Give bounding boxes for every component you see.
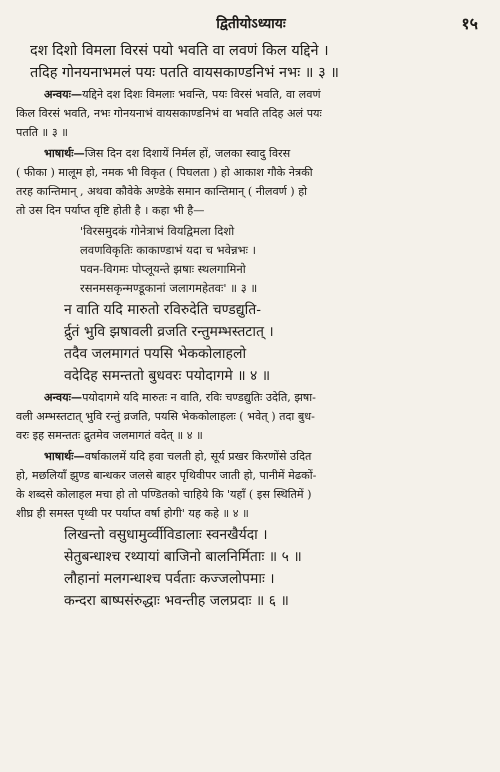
bhasharth-text: तरह कान्तिमान् , अथवा कौवेके अण्डेके समान कान्तिमान् ( नीलवर्ण ) हो bbox=[16, 185, 308, 198]
bhasharth-text: वर्षाकालमें यदि हवा चलती हो, सूर्य प्रखर किरणोंसे उदित bbox=[84, 450, 312, 463]
quoted-verse bbox=[16, 222, 486, 298]
quote-line: पवन-विगमः पोप्लूयन्ते झषाः स्थलगामिनो bbox=[80, 262, 246, 276]
verse-line: कन्दरा बाष्पसंरुद्धाः भवन्तीह जलप्रदाः ॥ ६ ॥ bbox=[64, 593, 289, 609]
anvaya-text: यद्दिने दश दिशः विमलाः भवन्ति, पयः विरसं भवति, वा लवणं bbox=[82, 88, 321, 101]
verse-5-6 bbox=[16, 524, 486, 612]
anvaya-label: अन्वयः— bbox=[44, 390, 83, 404]
quote-line: 'विरसमुदकं गोनेत्राभं वियद्विमला दिशो bbox=[80, 224, 235, 238]
verse-line: दश दिशो विमला विरसं पयो भवति वा लवणं किल यद्दिने । bbox=[30, 43, 329, 59]
chapter-title: द्वितीयोऽध्यायः bbox=[216, 16, 286, 32]
bhasharth-text: तो उस दिन पर्याप्त वृष्टि होती है । कहा भी है— bbox=[16, 204, 205, 217]
anvaya-label: अन्वयः— bbox=[44, 87, 83, 101]
verse-line: लिखन्तो वसुधामुर्व्वीविडालाः स्वनखैर्यदा । bbox=[64, 527, 268, 543]
page-header bbox=[16, 6, 486, 34]
bhasharth-label: भाषार्थः— bbox=[44, 146, 85, 160]
anvaya-text: वली अम्भस्तटात् भुवि रन्तुं व्रजति, पयसि भेककोलाहलः ( भवेत् ) तदा बुध- bbox=[16, 410, 315, 423]
verse-line: न वाति यदि मारुतो रविरुदेति चण्डद्युति- bbox=[64, 302, 261, 318]
anvaya-text: वरः इह समन्ततः द्रुतमेव जलमागतं वदेत् ॥ ४ ॥ bbox=[16, 429, 203, 442]
bhasharth-text: शीघ्र ही समस्त पृथ्वी पर पर्याप्त वर्षा होगी' यह कहे ॥ ४ ॥ bbox=[16, 507, 249, 520]
verse-3 bbox=[16, 40, 486, 84]
quote-line: लवणविकृतिः काकाण्डाभं यदा च भवेन्नभः । bbox=[80, 243, 256, 257]
bhasharth-label: भाषार्थः— bbox=[44, 449, 85, 463]
bhasharth-text: जिस दिन दश दिशायें निर्मल हों, जलका स्वादु विरस bbox=[84, 147, 291, 160]
anvaya-4 bbox=[16, 388, 486, 445]
page-number: १५ bbox=[461, 14, 478, 33]
anvaya-3 bbox=[16, 85, 486, 142]
bhasharth-text: के शब्दसे कोलाहल मचा हो तो पण्डितको चाहिये कि 'यहाँ ( इस स्थितिमें ) bbox=[16, 488, 312, 501]
anvaya-text: किल विरसं भवति, नभः गोनयनाभं वायसकाण्डनिभं वा भवति तदिह अलं पयः bbox=[16, 107, 322, 120]
anvaya-text: पतति ॥ ३ ॥ bbox=[16, 126, 68, 139]
verse-line: तदिह गोनयनाभमलं पयः पतति वायसकाण्डनिभं नभः ॥ ३ ॥ bbox=[30, 65, 339, 81]
bhasharth-text: ( फीका ) मालूम हो, नमक भी विकृत ( पिघलता ) हो आकाश गौके नेत्रकी bbox=[16, 166, 313, 179]
verse-line: लौहानां मलगन्धाश्च पर्वताः कज्जलोपमाः । bbox=[64, 571, 275, 587]
quote-line: रसनमसकृन्मण्डूकानां जलागमहेतवः' ॥ ३ ॥ bbox=[80, 281, 258, 295]
verse-line: तदैव जलमागतं पयसि भेककोलाहलो bbox=[64, 346, 247, 362]
bhasharth-text: हो, मछलियाँ झुण्ड बान्धकर जलसे बाहर पृथिवीपर जाती हो, पानीमें मेढकों- bbox=[16, 469, 317, 482]
bhasharth-4 bbox=[16, 447, 486, 523]
anvaya-text: पयोदागमे यदि मारुतः न वाति, रविः चण्डद्युतिः उदेति, झषा- bbox=[82, 391, 316, 404]
verse-line: वदेदिह समन्ततो बुधवरः पयोदागमे ॥ ४ ॥ bbox=[64, 368, 271, 384]
verse-line: सेतुबन्धाश्च रथ्यायां बाजिनो बालनिर्मिताः ॥ ५ ॥ bbox=[64, 549, 302, 565]
bhasharth-3 bbox=[16, 144, 486, 220]
verse-4 bbox=[16, 299, 486, 387]
verse-line: र्द्रुतं भुवि झषावली व्रजति रन्तुमम्भस्तटात् । bbox=[64, 324, 274, 340]
